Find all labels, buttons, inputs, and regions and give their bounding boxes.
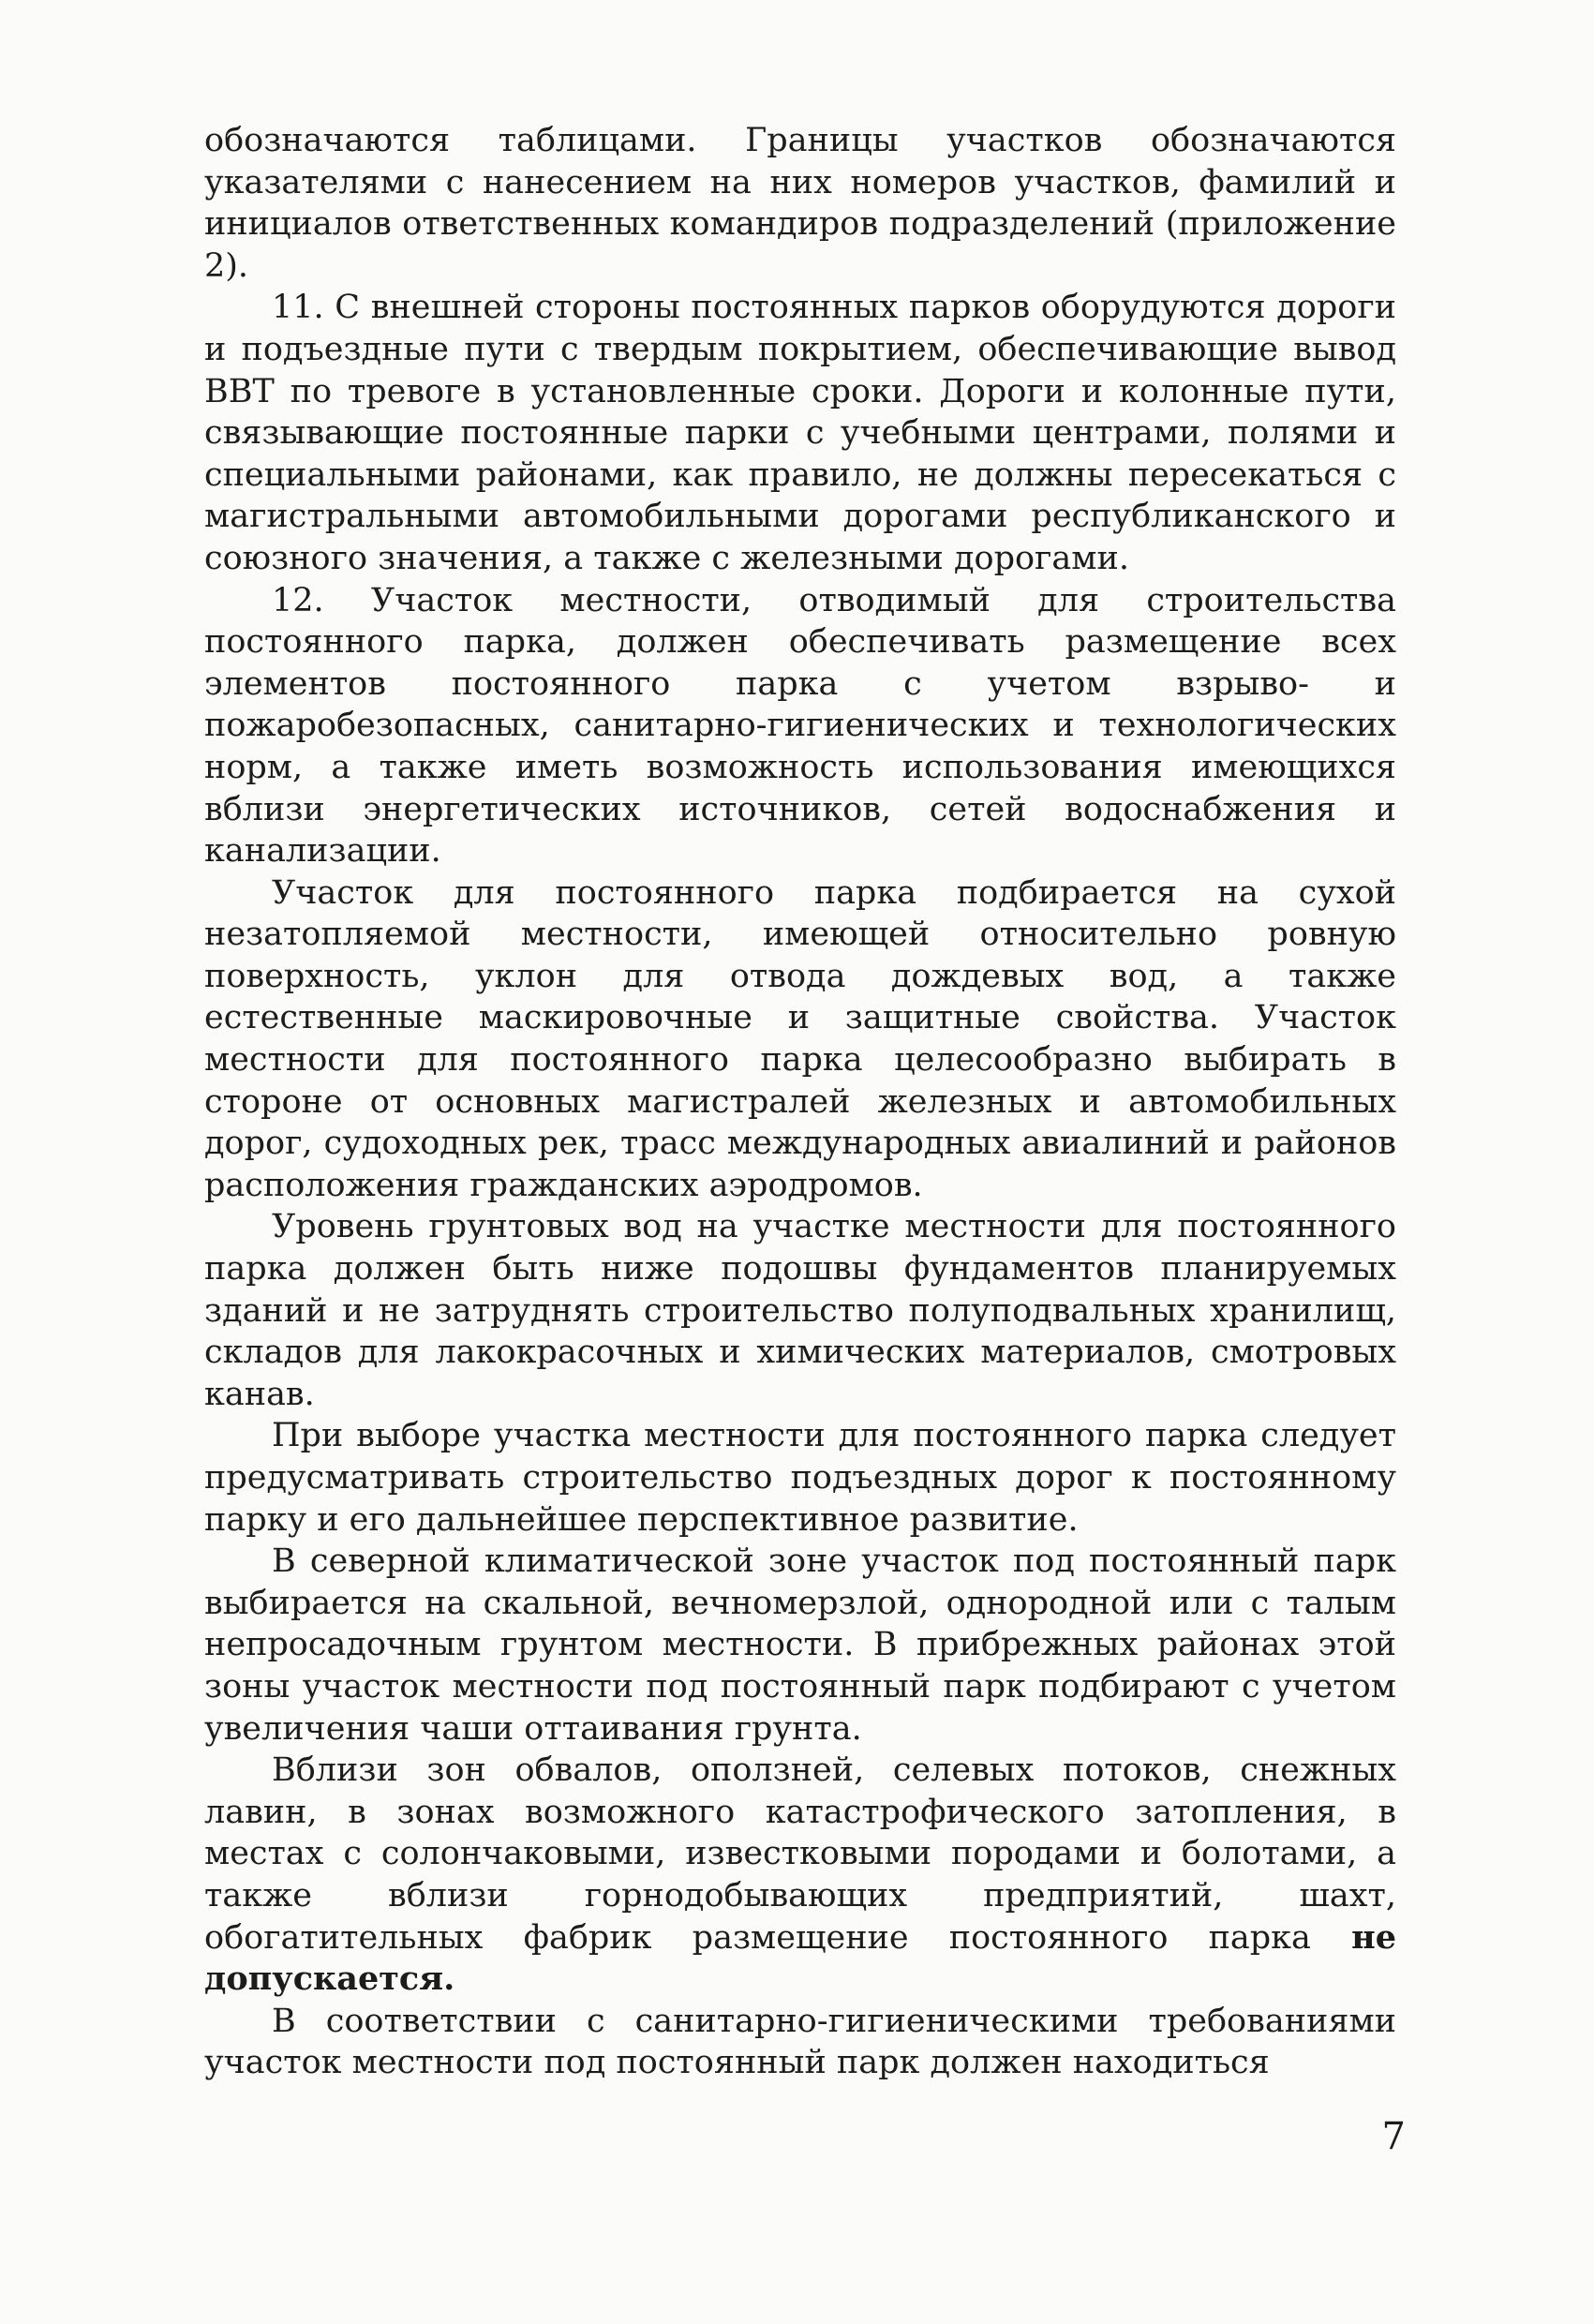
paragraph-4-text: Участок для постоянного парка подбирается на сухой незатопляемой местности, имеющей относительно ровную поверхность, уклон для отвода дождевых вод, а также естественные маскировочные и защитные свойства. Участок местности для постоянного парка целесообразно выбирать в стороне от основных магистралей железных и автомобильных дорог, судоходных рек, трасс международных авиалиний и районов расположения гражданских аэродромов. [204, 873, 1396, 1204]
paragraph-access-roads [204, 1415, 1396, 1541]
paragraph-6-text: При выборе участка местности для постоянного парка следует предусматривать строительство подъездных дорог к постоянному парку и его дальнейшее перспективное развитие. [204, 1417, 1396, 1539]
paragraph-northern-zone [204, 1541, 1396, 1750]
paragraph-groundwater [204, 1206, 1396, 1415]
paragraph-site-selection [204, 872, 1396, 1207]
paragraph-8-text: Вблизи зон обвалов, оползней, селевых потоков, снежных лавин, в зонах возможного катастрофического затопления, в местах с солончаковыми, известковыми породами и болотами, а также вблизи горнодобывающих предприятий, шахт, обогатительных фабрик размещение постоянного парка [204, 1751, 1396, 1957]
paragraph-7-text: В северной климатической зоне участок под постоянный парк выбирается на скальной, вечномерзлой, однородной или с талым непросадочным грунтом местности. В прибрежных районах этой зоны участок местности под постоянный парк подбирают с учетом увеличения чаши оттаивания грунта. [204, 1542, 1396, 1748]
paragraph-11-roads [204, 287, 1396, 579]
body-text [204, 120, 1396, 2084]
paragraph-sanitary [204, 2001, 1396, 2084]
paragraph-prohibited-zones [204, 1750, 1396, 2001]
paragraph-1-text: обозначаются таблицами. Границы участков обозначаются указателями с нанесением на них номеров участков, фамилий и инициалов ответственных командиров подразделений (приложение 2). [204, 122, 1396, 285]
paragraph-8-bold-tail: не допускается. [204, 1917, 1396, 1999]
paragraph-2-text: 11. С внешней стороны постоянных парков оборудуются дороги и подъездные пути с твердым покрытием, обеспечивающие вывод ВВТ по тревоге в установленные сроки. Дороги и колонные пути, связывающие постоянные парки с учебными центрами, полями и специальными районами, как правило, не должны пересекаться с магистральными автомобильными дорогами республиканского и союзного значения, а также с железными дорогами. [204, 289, 1396, 577]
paragraph-12-site [204, 580, 1396, 872]
paragraph-1 [204, 120, 1396, 287]
paragraph-9-text: В соответствии с санитарно-гигиеническими требованиями участок местности под постоянный парк должен находиться [204, 2002, 1396, 2082]
paragraph-3-text: 12. Участок местности, отводимый для строительства постоянного парка, должен обеспечивать размещение всех элементов постоянного парка с учетом взрыво- и пожаробезопасных, санитарно-гигиенических и технологических норм, а также иметь возможность использования имеющихся вблизи энергетических источников, сетей водоснабжения и канализации. [204, 581, 1396, 871]
page-number: 7 [1381, 2115, 1406, 2158]
paragraph-5-text: Уровень грунтовых вод на участке местности для постоянного парка должен быть ниже подошвы фундаментов планируемых зданий и не затруднять строительство полуподвальных хранилищ, складов для лакокрасочных и химических материалов, смотровых канав. [204, 1208, 1396, 1413]
